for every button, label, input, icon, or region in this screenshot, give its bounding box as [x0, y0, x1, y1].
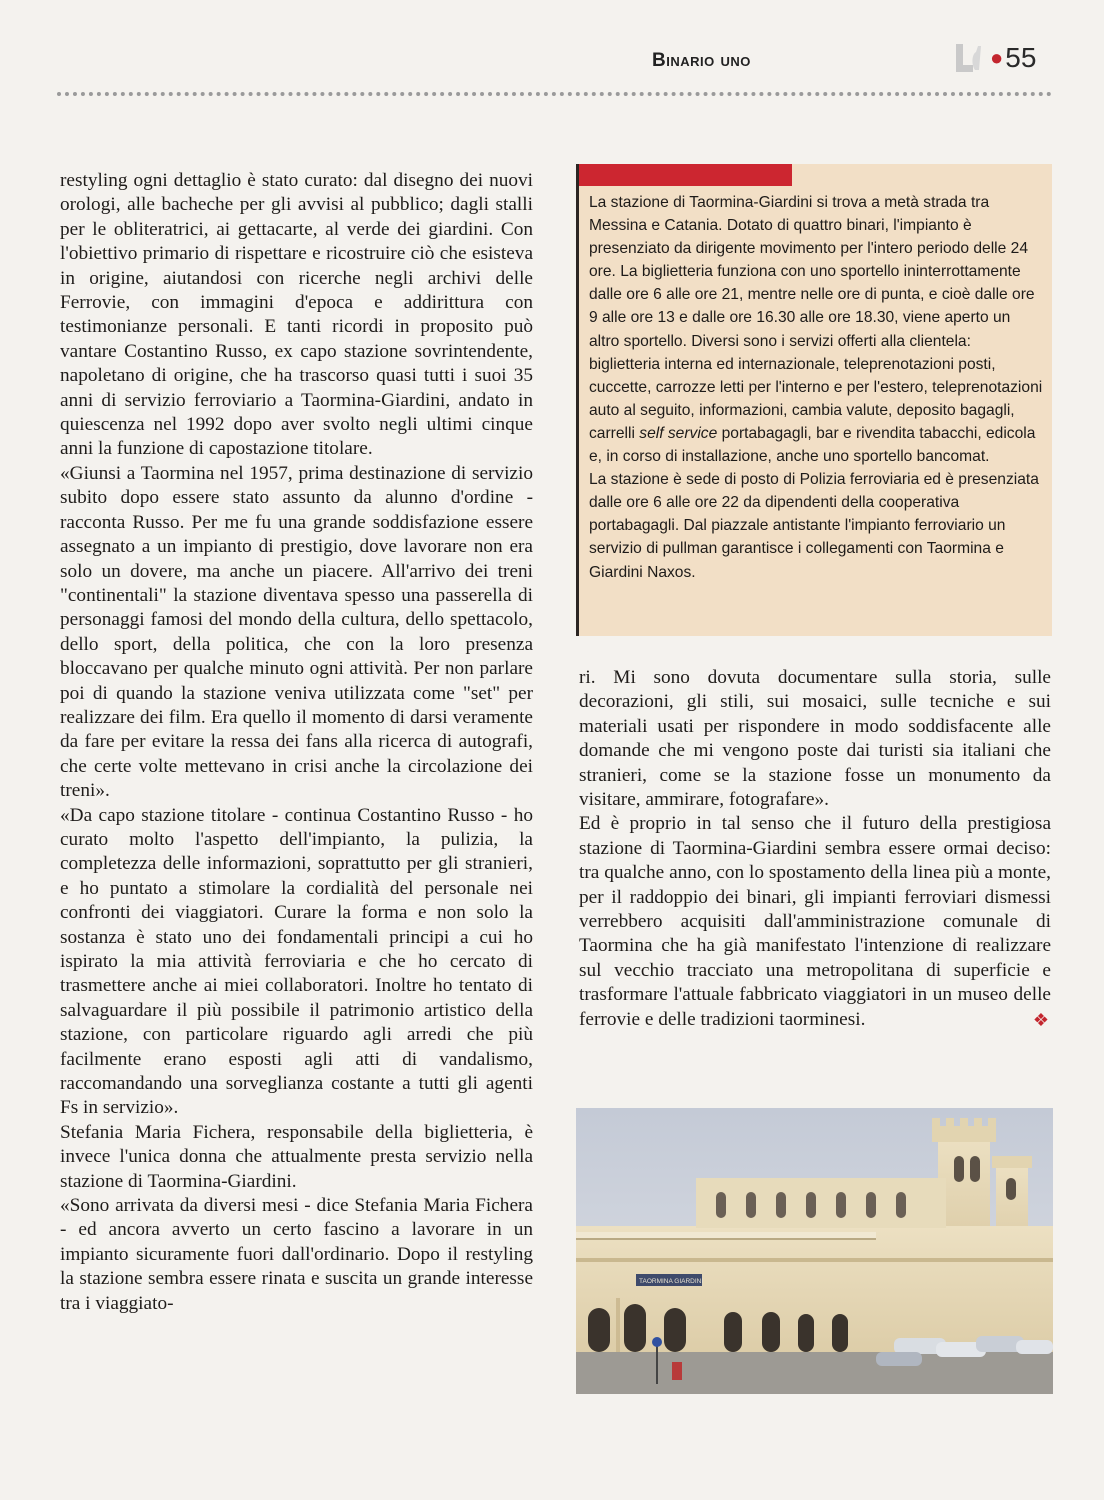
- bullet-icon: ●: [990, 45, 1004, 70]
- paragraph: ri. Mi sono dovuta documentare sulla storia, sulle decorazioni, gli stili, sui mosaici, sulle tecniche e sui materiali usati per rispondere in modo soddisfacente alle domande che mi vengono poste dai turisti sia italiani che stranieri, come se la stazione fosse un monumento da visitare, ammirare, fotografare».: [579, 667, 1051, 811]
- header-divider: [57, 92, 1052, 96]
- info-box-text: [589, 191, 1043, 584]
- info-box-paragraph: La stazione di Taormina-Giardini si trova a metà strada tra Messina e Catania. Dotato di quattro binari, l'impianto è presenziato da dirigente movimento per l'intero periodo delle 24 ore. La biglietteria funziona con uno sportello ininterrottamente dalle ore 6 alle ore 21, mentre nelle ore di punta, e cioè dalle ore 9 alle ore 13 e dalle ore 16.30 alle ore 18.30, viene aperto un altro sportello. Diversi sono i servizi offerti alla clientela: biglietteria interna ed internazionale, teleprenotazioni posti, cuccette, carrozze letti per l'interno e per l'estero, teleprenotazioni auto al seguito, informazioni, cambia valute, deposito bagagli, carrelli self service portabagagli, bar e rivendita tabacchi, edicola e, in corso di installazione, anche uno sportello bancomat.: [589, 194, 1043, 466]
- paragraph: Ed è proprio in tal senso che il futuro della prestigiosa stazione di Taormina-Giardini sembra essere ormai deciso: tra qualche anno, con lo spostamento della linea più a monte, per il raddoppio dei binari, gli impianti ferroviari dismessi verrebbero acquisiti dall'amministrazione comunale di Taormina che ha già manifestato l'intenzione di realizzare sul vecchio tracciato una metropolitana di superficie e trasformare l'attuale fabbricato viaggiatori in un museo delle ferrovie e delle tradizioni taorminesi. ❖: [579, 812, 1051, 1032]
- article-left-column: [60, 169, 533, 1316]
- paragraph: restyling ogni dettaglio è stato curato: dal disegno dei nuovi orologi, alle bacheche per gli avvisi al pubblico; dagli stalli per le obliteratrici, ai gettacarte, al verde dei giardini. Con l'obiettivo primario di rispettare e ricostruire ciò che esisteva in origine, aiutandosi con ricerche negli archivi delle Ferrovie, con immagini d'epoca e addirittura con testimonianze personali. E tanti ricordi in proposito può vantare Costantino Russo, ex capo stazione sovrintendente, napoletano di origine, che ha trascorso quasi tutti i suoi 35 anni di servizio ferroviario a Taormina-Giardini, andato in quiescenza nel 1992 dopo aver svolto negli ultimi cinque anni la funzione di capostazione titolare.: [60, 170, 533, 460]
- section-title: Binario uno: [652, 50, 751, 71]
- info-box-paragraph: La stazione è sede di posto di Polizia ferroviaria ed è presenziata dalle ore 6 alle ore 22 da dipendenti della cooperativa portabagagli. Dal piazzale antistante l'impianto ferroviario un servizio di pullman garantisce i collegamenti con Taormina e Giardini Naxos.: [589, 471, 1039, 581]
- paragraph: «Sono arrivata da diversi mesi - dice Stefania Maria Fichera - ed ancora avverto un certo fascino a lavorare in un impianto sicuramente fuori dall'ordinario. Dopo il restyling la stazione sembra essere rinata e suscita un grande interesse tra i viaggiato-: [60, 1195, 533, 1314]
- ld-logo-icon: [952, 40, 986, 76]
- station-sign-text: TAORMINA GIARDINI: [639, 1278, 704, 1285]
- page-number-text: 55: [1005, 42, 1037, 73]
- station-photo: [576, 1108, 1053, 1394]
- info-box-accent-bar: [576, 164, 792, 186]
- info-box-rule: [576, 164, 579, 636]
- end-of-article-icon: ❖: [1032, 1009, 1049, 1030]
- paragraph: «Giunsi a Taormina nel 1957, prima destinazione di servizio subito dopo essere stato assunto da alunno d'ordine - racconta Russo. Per me fu una grande soddisfazione essere assegnato a un impianto di prestigio, dove lavorare non era solo un dovere, ma anche un piacere. All'arrivo dei treni "continentali" la stazione diventava spesso una passerella di personaggi famosi del mondo della cultura, dello spettacolo, dello sport, della politica, che con la loro presenza bloccavano per qualche minuto ogni attività. Per non parlare poi di quando la stazione veniva utilizzata come "set" per realizzare dei film. Era quello il momento di darsi veramente da fare per evitare la ressa dei fans alla ricerca di autografi, che certe volte mettevano in crisi anche la circolazione dei treni».: [60, 462, 533, 802]
- paragraph: «Da capo stazione titolare - continua Costantino Russo - ho curato molto l'aspetto dell'impianto, la pulizia, la completezza delle informazioni, soprattutto per gli stranieri, e ho puntato a stimolare la cordialità del personale nei confronti dei viaggiatori. Curare la forma e non solo la sostanza è stato uno dei fondamentali principi a cui ho ispirato la mia attività ferroviaria e che ho cercato di trasmettere anche ai miei collaboratori. Inoltre ho tentato di salvaguardare il più possibile il patrimonio artistico della stazione, con particolare riguardo agli arredi che più facilmente erano esposti agli atti di vandalismo, raccomandando una sorveglianza costante a tutti gli agenti Fs in servizio».: [60, 804, 533, 1119]
- page-number: [990, 40, 1036, 76]
- article-right-column: [579, 666, 1051, 1032]
- paragraph: Stefania Maria Fichera, responsabile della biglietteria, è invece l'unica donna che attualmente presta servizio nella stazione di Taormina-Giardini.: [60, 1121, 533, 1192]
